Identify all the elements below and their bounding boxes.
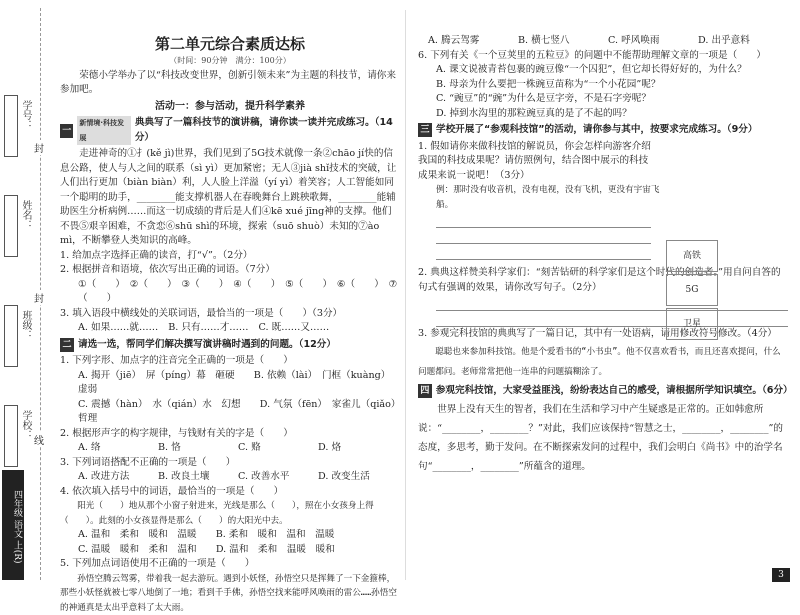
seal-mark: 封 xyxy=(34,140,44,155)
question-3-2: 2. 典典这样赞美科学家们：“刻苦钻研的科学家们是这个时代的创造者。”用自问自答的句式有强调的效果，请你改写句子。（2分） xyxy=(418,267,781,293)
option[interactable]: B. 恪 xyxy=(158,442,181,453)
answer-line[interactable] xyxy=(436,212,651,228)
option[interactable]: A. 络 xyxy=(78,442,101,453)
intro-text: 荣德小学举办了以“科技改变世界，创新引领未来”为主题的科技节，请你来参加吧。 xyxy=(60,69,396,95)
options-2-4-ab[interactable]: A. 温和 柔和 暖和 温暖 B. 柔和 暖和 温和 温暖 xyxy=(78,529,335,540)
question-2-2: 2. 根据形声字的构字规律，与钱财有关的字是（ ） xyxy=(60,427,293,439)
options-2-2 xyxy=(60,441,400,456)
option[interactable]: C. 赂 xyxy=(238,442,261,453)
question-2-3: 3. 下列词语搭配不正确的一项是（ ） xyxy=(60,456,236,468)
section-number: 一 xyxy=(60,124,73,138)
section-instruction: 学校开展了“参观科技馆”的活动，请你参与其中，按要求完成练习。（9分） xyxy=(436,124,758,135)
options-2-4-cd[interactable]: C. 温暖 暖和 柔和 温和 D. 温和 柔和 温暖 暖和 xyxy=(78,543,335,555)
school-label: 学校： xyxy=(20,410,31,440)
question-2-4-text: 阳光（ ）地从那个小窗子射进来，光线是那么（ ），照在小女孩身上得（ ）。此刻的小女孩显得是那么（ ）的大阳光中去。 xyxy=(60,501,374,526)
options-2-1-ab[interactable]: A. 揭开（jiē） 屏（píng）幕 砸硬 B. 依赖（lài） 门框（kuàng） 虚弱 xyxy=(78,369,396,395)
option[interactable]: A. 腾云驾雾 xyxy=(428,35,480,46)
fill-in-text[interactable]: 世界上没有天生的智者，我们在生活和学习中产生疑惑是正常的。正如韩愈所说：“________，________？”对此，我们应该保持“智慧之士，________，________”的态度，多思考，勤于发问。在不断探索发问的过程中，我们会明白《尚书》中的治学名句“________，________”所蕴含的道理。 xyxy=(418,404,783,472)
section-instruction: 请选一选，帮同学们解决撰写演讲稿时遇到的问题。（12分） xyxy=(78,338,336,350)
binding-margin xyxy=(0,0,52,588)
option[interactable]: B. 只有……才…… xyxy=(168,322,249,333)
section-number: 二 xyxy=(60,338,74,352)
option[interactable]: B. 母亲为什么要把一株豌豆苗称为“一个小花园”呢？ xyxy=(436,78,661,90)
question-2-5: 5. 下列加点词语使用不正确的一项是（ ） xyxy=(60,558,255,569)
class-label: 班级： xyxy=(20,310,31,340)
question-1-2: 2. 根据拼音和语境，依次写出正确的词语。（7分） xyxy=(60,264,275,275)
option[interactable]: C. “豌豆”的“豌”为什么是豆字旁，不是石字旁呢？ xyxy=(436,93,651,104)
section-2-heading xyxy=(60,338,400,353)
option[interactable]: C. 改善水平 xyxy=(238,471,290,482)
options-2-1-cd[interactable]: C. 震撼（hàn） 水（qián）水 幻想 D. 气氛（fēn） 家雀儿（qiǎo） 哲理 xyxy=(78,398,406,424)
speech-passage: 走进神奇的①扌(kě jì)世界，我们见到了5G技术就像一条②chāo jí快的信息公路，使人与人之间的联系（sì yì）更加紧密；无人③jià shǐ技术的突破，让人们出行更加（biàn biàn）利，人人脸上洋溢（yí yì）着笑容；人工智能如同一个聪明的助手，________能支撑机器人在春晚舞台上跳秧歌舞，________能辅助医生分析病例……而这一切成绩的背后是人们④kē xué jīng神的支撑。他们不畏⑤艰辛困难，不贪恋⑥shū shì的环境，探索（suō shuò）未知的⑦ào mì，不断攀登人类知识的高峰。 xyxy=(60,148,397,246)
question-2-5-text: 孙悟空腾云驾雾，带着我一起去游玩。遇到小妖怪，孙悟空只是挥舞了一下金箍棒，那些小妖怪就被七零八地倒了一地；看到千手佛，孙悟空找来能呼风唤雨的雷公……孙悟空的神通真是太出乎意料了太大雨。 xyxy=(60,573,397,613)
student-no-field[interactable] xyxy=(4,95,18,157)
option[interactable]: A. 如果……就…… xyxy=(78,322,159,333)
left-column xyxy=(60,34,406,613)
answer-line[interactable] xyxy=(436,311,788,327)
student-no-label: 学号： xyxy=(20,100,31,130)
right-column xyxy=(418,34,793,476)
section-number: 四 xyxy=(418,384,432,398)
5g-image: 5G xyxy=(666,274,718,306)
tech-images xyxy=(666,240,718,340)
book-label: 四年级 语文 上(R) xyxy=(2,470,24,580)
option[interactable]: D. 出乎意料 xyxy=(698,35,750,46)
name-field[interactable] xyxy=(4,195,18,257)
answer-line[interactable] xyxy=(436,228,651,244)
option[interactable]: D. 烙 xyxy=(318,442,342,453)
option[interactable]: A. 课文说被青苔包裹的豌豆像“一个囚犯”，但它却长得好好的，为什么？ xyxy=(436,64,747,75)
question-3-3: 3. 参观完科技馆的典典写了一篇日记，其中有一处语病，请用修改符号修改。（4分） xyxy=(418,328,777,339)
answer-line[interactable] xyxy=(436,244,651,260)
page-number: 3 xyxy=(772,568,790,582)
options-1-3 xyxy=(60,321,400,336)
column-divider xyxy=(405,10,406,580)
question-2-1: 1. 下列字形、加点字的注音完全正确的一项是（ ） xyxy=(60,355,293,366)
option[interactable]: B. 改良土壤 xyxy=(158,471,210,482)
section-4-heading xyxy=(418,384,793,399)
section-number: 三 xyxy=(418,123,432,137)
diary-text[interactable]: 聪聪也来参加科技馆。他是个爱看书的“小书虫”。他不仅喜欢看书，而且还喜欢提问，什么问题都问。老师常常把他一连串的问题搞糊涂了。 xyxy=(418,346,781,377)
option[interactable]: B. 横七竖八 xyxy=(518,35,570,46)
question-2-6: 6. 下列有关《一个豆荚里的五粒豆》的问题中不能帮助理解文章的一项是（ ） xyxy=(418,49,766,61)
section-instruction: 典典写了一篇科技节的演讲稿，请你读一读并完成练习。（14分） xyxy=(134,117,393,143)
section-instruction: 参观完科技馆，大家受益匪浅，纷纷表达自己的感受，请根据所学知识填空。（6分） xyxy=(435,384,793,396)
page-title: 第二单元综合素质达标 xyxy=(154,35,305,53)
answer-line[interactable] xyxy=(436,295,788,311)
option[interactable]: A. 改进方法 xyxy=(78,471,130,482)
class-field[interactable] xyxy=(4,305,18,367)
question-2-4: 4. 依次填入括号中的词语，最恰当的一项是（ ） xyxy=(60,485,284,497)
question-1-3: 3. 填入语段中横线处的关联词语，最恰当的一项是（ ）（3分） xyxy=(60,307,343,319)
option[interactable]: C. 呼风唤雨 xyxy=(608,35,660,46)
exam-info: （时间：90分钟 满分：100分） xyxy=(169,56,291,65)
question-3-1: 1. 假如请你来做科技馆的解说员，你会怎样向游客介绍我国的科技成果呢？请仿照例句，结合图中展示的科技成果来说一说吧！（3分） xyxy=(418,140,651,181)
option[interactable]: D. 改变生活 xyxy=(318,471,370,482)
answer-blanks[interactable]: ①（ ） ②（ ） ③（ ） ④（ ） ⑤（ ） ⑥（ ） ⑦（ ） xyxy=(78,278,398,304)
section-1-heading xyxy=(60,116,400,145)
option[interactable]: D. 掉到水沟里的那粒豌豆真的是了不起的吗？ xyxy=(436,107,632,119)
name-label: 姓名： xyxy=(20,200,31,230)
question-1-1: 1. 给加点字选择正确的读音，打“√”。（2分） xyxy=(60,249,253,261)
high-speed-train-image: 高铁 xyxy=(666,240,718,272)
seal-mark-2: 封 xyxy=(34,290,44,305)
activity-heading: 活动一：参与活动，提升科学素养 xyxy=(155,100,305,112)
example-sentence: 例：那时没有收音机，没有电视，没有飞机，更没有宇宙飞船。 xyxy=(436,185,660,210)
options-2-5 xyxy=(418,34,788,49)
line-mark: 线 xyxy=(34,432,44,447)
option[interactable]: C. 既……又…… xyxy=(258,322,330,333)
section-3-heading xyxy=(418,123,788,138)
options-2-3 xyxy=(60,470,400,485)
section-tag: 新情境·科技发展 xyxy=(77,116,130,145)
satellite-image: 卫星 xyxy=(666,308,718,340)
school-field[interactable] xyxy=(4,405,18,467)
